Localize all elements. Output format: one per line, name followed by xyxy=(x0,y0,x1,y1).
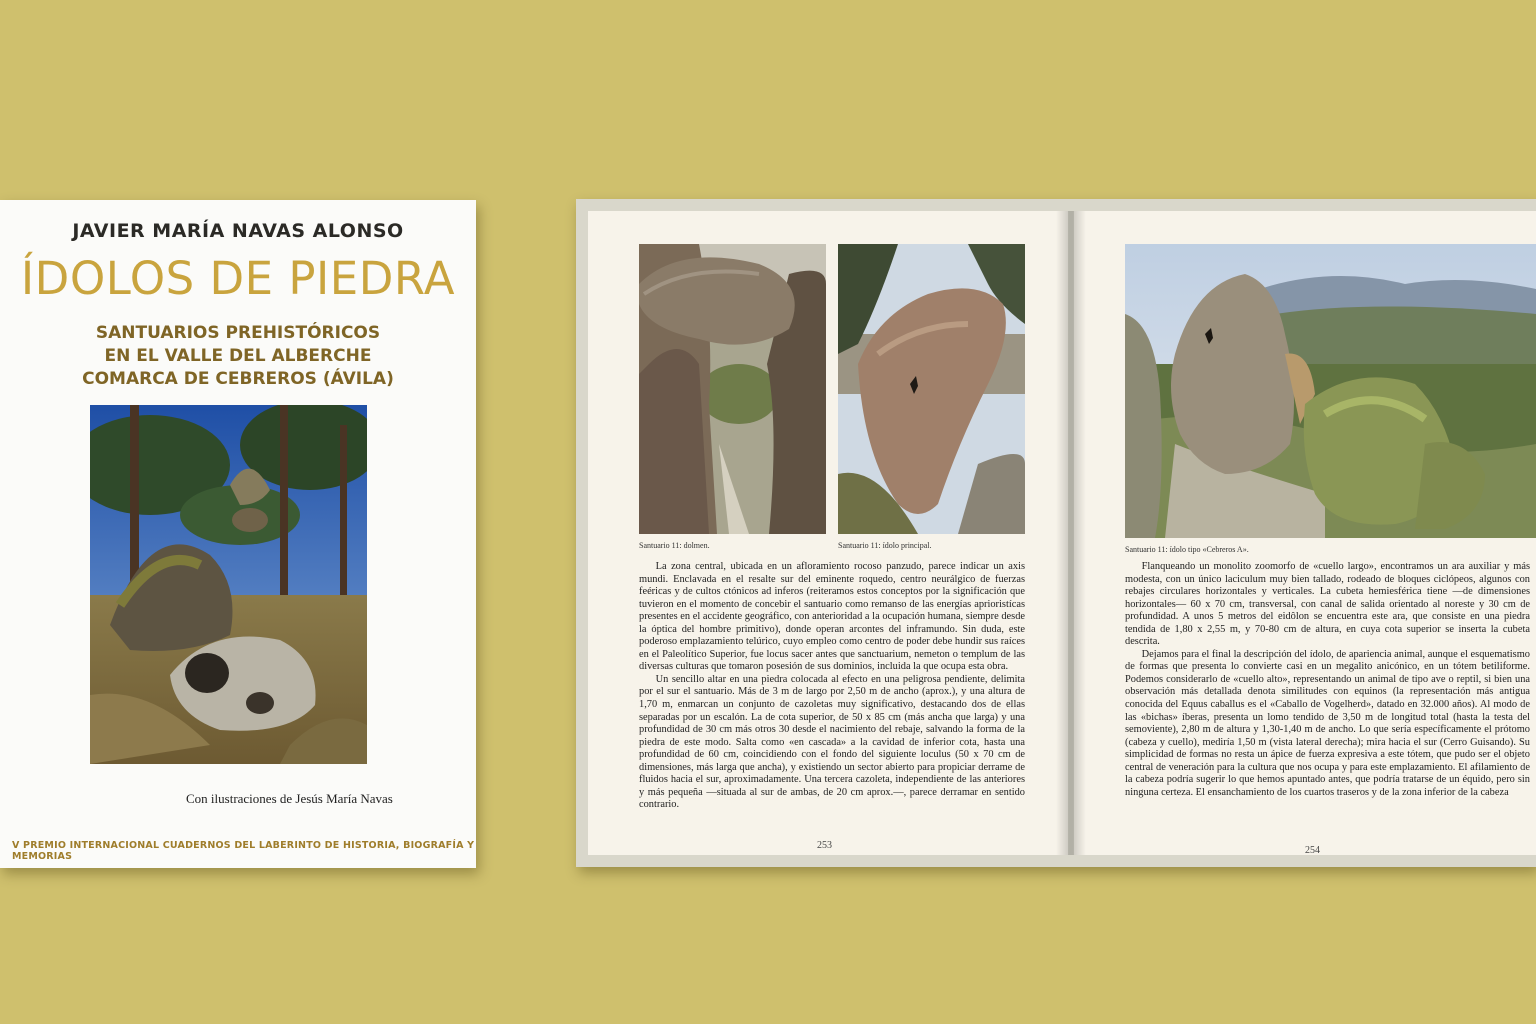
page-number-right: 254 xyxy=(1305,845,1320,855)
right-page-text xyxy=(1125,561,1530,799)
caption-cebreros: Santuario 11: ídolo tipo «Cebreros A». xyxy=(1125,545,1249,554)
paragraph: Flanqueando un monolito zoomorfo de «cuello largo», encontramos un ara auxiliar y más modesta, con un único laciculum muy bien tallado, rodeado de bloques ciclópeos, algunos con rebajes circulares horizontales y verticales. La cubeta hemiesférica tiene —de dimensiones horizontales— 60 x 70 cm, transversal, con canal de salida orientado al noreste y 30 cm de profundidad. A unos 5 metros del eidôlon se encuentra este ara, que consiste en una piedra tendida de 1,80 x 2,55 m, y 70-80 cm de altura, en cuya cota superior se inserta la cubeta descrita. xyxy=(1125,561,1530,648)
caption-dolmen: Santuario 11: dolmen. xyxy=(639,541,710,550)
photo-dolmen xyxy=(639,244,826,534)
left-page xyxy=(588,211,1068,855)
cover-subtitle-line: SANTUARIOS PREHISTÓRICOS xyxy=(95,323,381,343)
cover-subtitle-line: EN EL VALLE DEL ALBERCHE xyxy=(104,346,372,366)
photo-idolo-cebreros xyxy=(1125,244,1536,538)
left-page-text xyxy=(639,561,1025,812)
cover-credit: Con ilustraciones de Jesús María Navas xyxy=(186,791,393,806)
cover-prize: V PREMIO INTERNACIONAL CUADERNOS DEL LABERINTO DE HISTORIA, BIOGRAFÍA Y MEMORIAS xyxy=(12,840,475,862)
cover-author: JAVIER MARÍA NAVAS ALONSO xyxy=(72,220,404,242)
photo-idolo-principal xyxy=(838,244,1025,534)
right-page xyxy=(1074,211,1536,855)
paragraph: La zona central, ubicada en un afloramiento rocoso panzudo, parece indicar un axis mundi. Enclavada en el resalte sur del eminente roquedo, centro neurálgico de fuerzas feéricas y de cultos ctónicos ad inferos (reiteramos estos conceptos por la significación que tuvieron en el momento de concebir el santuario como remanso de las energías aprioristícas presentes en el accidente geográfico, con anterioridad a la ocupación humana, siempre desde la óptica del hombre primitivo), donde operan arcontes del inframundo. Sin duda, este poderoso emplazamiento telúrico, cuyo empleo como centro de poder debe hundir sus raíces en el Paleolítico Superior, fue locus sacer antes que sanctuarium, nemeton o templum de las diversas culturas que tomaron posesión de sus dominios, incluida la que ocupa esta obra. xyxy=(639,561,1025,673)
book-gutter xyxy=(1056,211,1086,855)
paragraph: Un sencillo altar en una piedra colocada al efecto en una peligrosa pendiente, delimita por el sur el santuario. Más de 3 m de largo por 2,50 m de ancho (aprox.), y una altura de 1,70 m, enmarcan un conjunto de cazoletas muy significativo, destacando dos de ellas separadas por un escalón. La de cota superior, de 50 x 85 cm (más ancha que larga) y una profundidad de 30 cm más otros 30 desde el nacimiento del rebaje, salvando la forma de la piedra de este modo. Salta como «en cascada» a la cavidad de inferior cota, hasta una profundidad de 60 cm, coincidiendo con el fondo del siguiente loculus (50 x 70 cm de dimensiones, más larga que ancha), y existiendo un sector abierto para propiciar derrame de fluidos hacia el sur, aproximadamente. Una tercera cazoleta, independiente de las anteriores y más pequeña —situada al sur de ambas, de 20 cm aprox.—, parece derramar en sentido contrario. xyxy=(639,673,1025,811)
page-number-left: 253 xyxy=(817,840,832,851)
book-cover xyxy=(0,200,476,868)
paragraph: Dejamos para el final la descripción del ídolo, de apariencia animal, aunque el esquematismo de formas que presenta lo convierte casi en un megalito anicónico, en un tótem betiliforme. Podemos considerarlo de «cuello alto», representando un animal de tipo ave o reptil, si bien una observación más detallada denota similitudes con equinos (la representación más antigua conocida del Equus caballus es el «Caballo de Vogelherd», datado en 32.000 años). Al modo de las «bichas» íberas, presenta un lomo tendido de 3,50 m de longitud total (hasta la testa del semoviente), 2,80 m de altura y 1,30-1,40 m de ancho. Lo que sería específicamente el prótomo (cabeza y cuello), mediría 1,50 m (vista lateral derecha); mira hacia el sur (Cerro Guisando). Su simplicidad de formas no resta un ápice de fuerza expresiva a este tótem, que pudo ser el objeto central de veneración para la cultura que nos ocupa y para este emplazamiento. El afilamiento de la cabeza podría sugerir lo que hemos apuntado antes, que podría tratarse de un équido, pero sin ninguna certeza. El ensanchamiento de los cuartos traseros y de la zona inferior de la cabeza xyxy=(1125,648,1530,798)
cover-title: ÍDOLOS DE PIEDRA xyxy=(20,252,456,305)
caption-idolo: Santuario 11: ídolo principal. xyxy=(838,541,932,550)
cover-photo xyxy=(90,405,367,764)
cover-subtitle-line: COMARCA DE CEBREROS (ÁVILA) xyxy=(82,369,394,389)
open-book xyxy=(576,199,1536,867)
